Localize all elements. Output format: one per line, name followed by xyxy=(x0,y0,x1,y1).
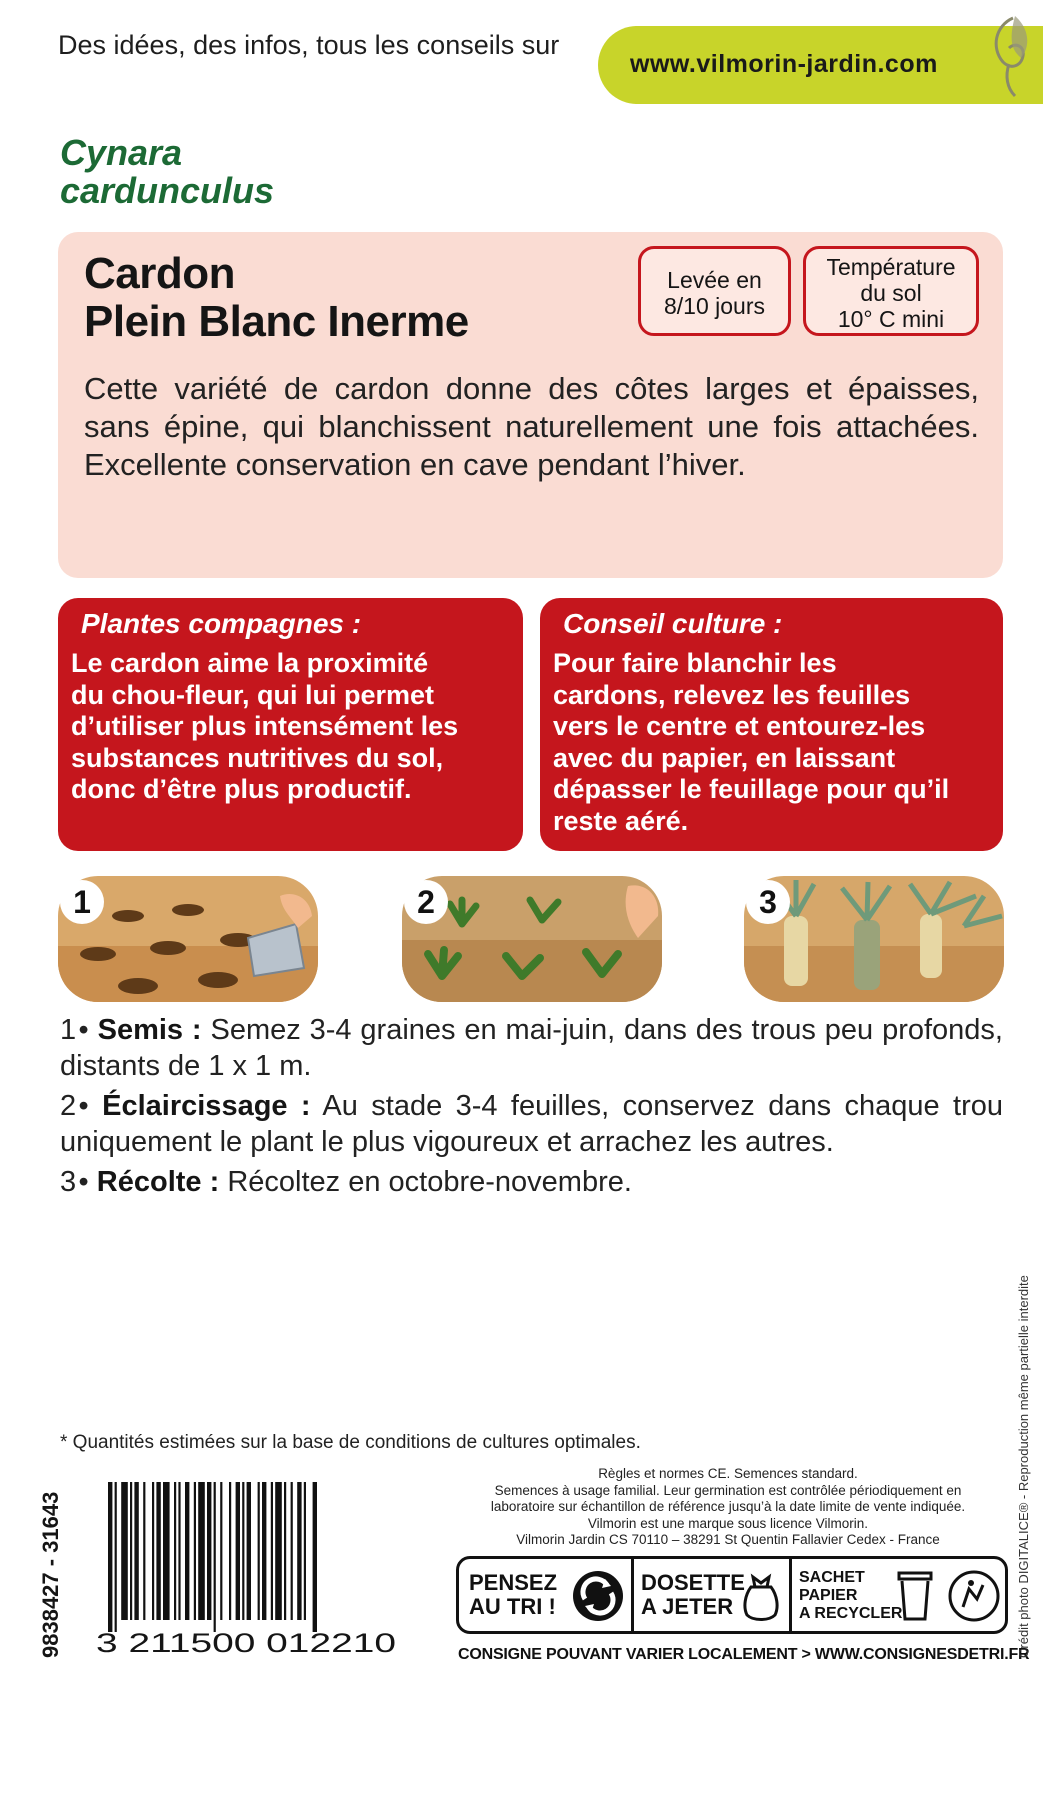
companion-plants-text xyxy=(71,648,458,806)
companion-line: d’utiliser plus intensément les xyxy=(71,711,459,741)
product-title xyxy=(84,250,469,346)
companion-line: Le cardon aime la proximité xyxy=(71,648,429,678)
yield-footnote: * Quantités estimées sur la base de conditions de cultures optimales. xyxy=(60,1432,641,1453)
barcode-bar xyxy=(247,1482,251,1620)
vilmorin-leaf-icon xyxy=(985,12,1035,100)
recycle-arrows-icon xyxy=(571,1569,625,1623)
dosette-a-jeter xyxy=(641,1571,745,1619)
header-intro: Des idées, des infos, tous les conseils sur xyxy=(58,30,560,60)
barcode-bar xyxy=(275,1482,282,1620)
legal-notice xyxy=(450,1466,1006,1549)
barcode-bar xyxy=(262,1482,266,1620)
divider xyxy=(789,1559,792,1631)
step-harvest: 3 • Récolte : Récoltez en octobre-novembre. xyxy=(60,1166,632,1198)
svg-text:Crédit photo DIGITALICE® - Rep: Crédit photo DIGITALICE® - Reproduction même partielle interdite xyxy=(1016,1275,1031,1658)
temperature-badge-line2: du sol xyxy=(860,280,922,306)
barcode-bar xyxy=(291,1482,293,1620)
step-text: Semez 3-4 graines en mai-juin, dans des trous peu profonds, distants de 1 x 1 m. xyxy=(60,1014,1003,1082)
step-label: Semis : xyxy=(97,1014,202,1046)
photo-credit xyxy=(1008,1270,1038,1660)
barcode xyxy=(96,1482,406,1657)
germination-badge-line2: 8/10 jours xyxy=(663,293,765,319)
culture-tip-box xyxy=(540,598,1003,851)
legal-line: Vilmorin est une marque sous licence Vilmorin. xyxy=(587,1515,869,1531)
culture-line: cardons, relevez les feuilles xyxy=(553,679,911,710)
barcode-bar xyxy=(121,1482,128,1620)
svg-text:9838427 - 31643: 9838427 - 31643 xyxy=(38,1491,63,1658)
sachet-line1: SACHET xyxy=(799,1569,865,1586)
legal-line: laboratoire sur échantillon de référence jusqu’à la date limite de vente indiquée. xyxy=(490,1499,966,1514)
germination-badge-line1: Levée en xyxy=(667,267,762,293)
barcode-bar xyxy=(242,1482,244,1620)
temperature-badge-line3: 10° C mini xyxy=(837,306,945,332)
dosette-line1: DOSETTE xyxy=(641,1570,745,1595)
sachet-papier-a-recycler xyxy=(799,1569,902,1623)
step-number: 3 xyxy=(60,1166,77,1198)
consigne-tri-link[interactable]: CONSIGNE POUVANT VARIER LOCALEMENT > WWW.CONSIGNESDETRI.FR xyxy=(458,1646,1030,1663)
product-code-vertical xyxy=(34,1470,64,1660)
barcode-bar xyxy=(178,1482,180,1620)
dosette-line2: A JETER xyxy=(641,1594,734,1619)
illustration-number-3: 3 xyxy=(746,880,790,924)
illustration-number-2: 2 xyxy=(404,880,448,924)
barcode-bar xyxy=(152,1482,154,1620)
temperature-badge xyxy=(803,246,979,336)
step-label: Éclaircissage : xyxy=(102,1090,311,1122)
product-title-line2: Plein Blanc Inerme xyxy=(84,297,469,346)
barcode-bar xyxy=(174,1482,176,1620)
barcode-bar xyxy=(143,1482,145,1620)
culture-line: reste aéré. xyxy=(553,805,689,836)
latin-genus: Cynara xyxy=(60,132,183,173)
sachet-line3: A RECYCLER xyxy=(799,1605,903,1622)
step-text: Récoltez en octobre-novembre. xyxy=(227,1166,632,1198)
companion-line: du chou-fleur, qui lui permet xyxy=(71,679,435,710)
illustration-number-1: 1 xyxy=(60,880,104,924)
barcode-bar xyxy=(214,1482,216,1632)
barcode-bar xyxy=(271,1482,273,1620)
pensez-line1: PENSEZ xyxy=(469,1570,558,1595)
barcode-bar xyxy=(220,1482,222,1620)
step-label: Récolte : xyxy=(96,1166,220,1198)
companion-plants-heading: Plantes compagnes : xyxy=(81,608,362,639)
barcode-bar xyxy=(236,1482,240,1620)
culture-tip-text xyxy=(553,648,949,837)
germination-badge xyxy=(638,246,791,336)
barcode-bar xyxy=(156,1482,160,1620)
product-title-line1: Cardon xyxy=(84,249,235,298)
companion-plants-box xyxy=(58,598,523,851)
legal-line: Semences à usage familial. Leur germination est contrôlée périodiquement en xyxy=(494,1482,962,1498)
barcode-bar xyxy=(198,1482,205,1620)
recycling-info-box xyxy=(456,1556,1008,1634)
recycling-bin-icon xyxy=(895,1569,935,1623)
temperature-badge-line1: Température xyxy=(826,254,956,280)
culture-line: vers le centre et entourez-les xyxy=(553,711,926,741)
barcode-bar xyxy=(108,1482,112,1632)
step-number: 2 xyxy=(60,1090,77,1122)
latin-name xyxy=(60,134,274,210)
svg-text:3 211500 012210: 3 211500 012210 xyxy=(96,1628,396,1657)
barcode-bar xyxy=(207,1482,211,1620)
step-number: 1 xyxy=(60,1014,77,1046)
sachet-line2: PAPIER xyxy=(799,1587,858,1604)
triman-logo-icon xyxy=(947,1569,1001,1623)
barcode-bar xyxy=(258,1482,260,1620)
companion-line: substances nutritives du sol, xyxy=(71,742,444,773)
barcode-bar xyxy=(304,1482,306,1620)
pensez-au-tri xyxy=(469,1571,557,1619)
barcode-bar xyxy=(163,1482,170,1620)
barcode-bar xyxy=(115,1482,117,1632)
trash-bag-icon xyxy=(741,1573,781,1621)
step-text: Au stade 3-4 feuilles, conservez dans chaque trou uniquement le plant le plus vigoureux et arrachez les autres. xyxy=(60,1090,1003,1158)
legal-line: Règles et normes CE. Semences standard. xyxy=(598,1466,858,1481)
culture-line: avec du papier, en laissant xyxy=(553,742,896,773)
barcode-bar xyxy=(130,1482,132,1620)
legal-line: Vilmorin Jardin CS 70110 – 38291 St Quentin Fallavier Cedex - France xyxy=(516,1532,940,1547)
barcode-bar xyxy=(134,1482,138,1620)
product-description: Cette variété de cardon donne des côtes larges et épaisses, sans épine, qui blanchissent naturellement une fois attachées. Excellente conservation en cave pendant l’hiver. xyxy=(84,371,979,482)
companion-line: donc d’être plus productif. xyxy=(71,774,412,804)
barcode-bar xyxy=(313,1482,317,1632)
divider xyxy=(631,1559,634,1631)
barcode-bar xyxy=(297,1482,301,1620)
barcode-bar xyxy=(284,1482,286,1620)
latin-species: cardunculus xyxy=(60,170,275,211)
culture-tip-heading: Conseil culture : xyxy=(563,608,783,639)
step-thinning: 2 • Éclaircissage : Au stade 3-4 feuilles, conservez dans chaque trou uniquement le plant le plus vigoureux et arrachez les autres. xyxy=(60,1090,1003,1158)
step-sowing: 1 • Semis : Semez 3-4 graines en mai-juin, dans des trous peu profonds, distants de 1 x 1 m. xyxy=(60,1014,1003,1082)
pensez-line2: AU TRI ! xyxy=(469,1594,556,1619)
barcode-bar xyxy=(229,1482,231,1620)
website-link[interactable]: www.vilmorin-jardin.com xyxy=(630,50,938,78)
culture-line: Pour faire blanchir les xyxy=(553,648,837,678)
culture-line: dépasser le feuillage pour qu’il xyxy=(553,774,950,804)
barcode-bar xyxy=(185,1482,189,1620)
barcode-bar xyxy=(194,1482,196,1620)
